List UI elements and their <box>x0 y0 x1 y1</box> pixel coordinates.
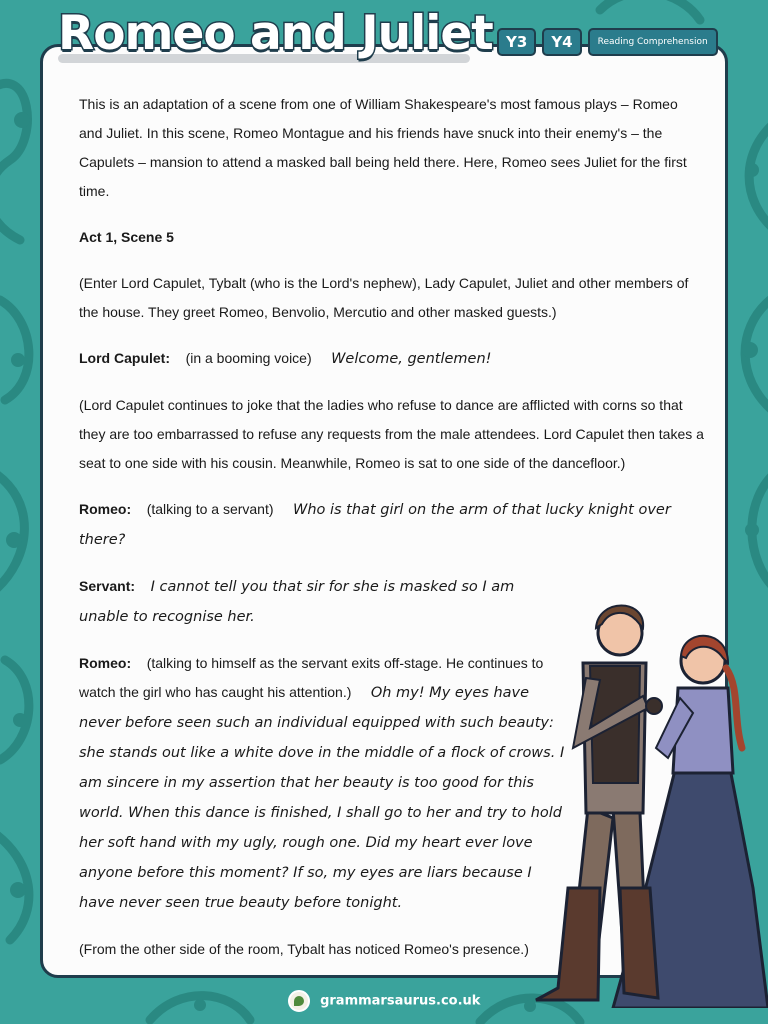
dialogue-line-romeo <box>79 649 566 918</box>
dialogue-line-lord-capulet <box>79 344 704 374</box>
actor-direction: (in a booming voice) <box>185 350 312 366</box>
actor-direction: (talking to himself as the servant exits off-stage. He continues to watch the girl who has caught his attention.) <box>79 655 544 700</box>
badge-row <box>497 28 718 56</box>
year-4-badge: Y4 <box>542 28 581 56</box>
speaker-name: Servant: <box>79 578 136 594</box>
year-3-badge: Y3 <box>497 28 536 56</box>
scene-heading: Act 1, Scene 5 <box>79 229 174 245</box>
speaker-name: Romeo: <box>79 655 132 671</box>
intro-paragraph: This is an adaptation of a scene from one of William Shakespeare's most famous plays – Romeo and Juliet. In this scene, Romeo Montague and his friends have snuck into their enemy's – the Capulets – mansion to attend a masked ball being held there. Here, Romeo sees Juliet for the first time. <box>79 96 687 199</box>
spoken-line: I cannot tell you that sir for she is masked so I am unable to recognise her. <box>79 579 515 625</box>
footer-site-link[interactable]: grammarsaurus.co.uk <box>320 993 481 1009</box>
grammarsaurus-logo-icon <box>288 990 310 1012</box>
speaker-name: Romeo: <box>79 501 132 517</box>
reading-comprehension-badge: Reading Comprehension <box>588 28 718 56</box>
dialogue-line-servant <box>79 572 566 632</box>
spoken-line: Welcome, gentlemen! <box>331 351 492 367</box>
speaker-name: Lord Capulet: <box>79 350 170 366</box>
stage-direction: (Enter Lord Capulet, Tybalt (who is the Lord's nephew), Lady Capulet, Juliet and other members of the house. They greet Romeo, Benvolio, Mercutio and other masked guests.) <box>79 275 689 320</box>
dialogue-line-romeo <box>79 495 704 555</box>
stage-direction: (From the other side of the room, Tybalt has noticed Romeo's presence.) <box>79 941 529 957</box>
page-title: Romeo and Juliet <box>58 6 493 61</box>
spoken-line: Who is that girl on the arm of that lucky knight over there? <box>79 502 671 548</box>
actor-direction: (talking to a servant) <box>146 501 274 517</box>
romeo-juliet-illustration <box>528 588 768 1008</box>
stage-direction: (Lord Capulet continues to joke that the ladies who refuse to dance are afflicted with corns so that they are too embarrassed to refuse any requests from the male attendees. Lord Capulet then takes a seat to one side with his cousin. Meanwhile, Romeo is sat to one side of the dancefloor.) <box>79 397 704 471</box>
spoken-line: Oh my! My eyes have never before seen such an individual equipped with such beauty: she stands out like a white dove in the middle of a flock of crows. I am sincere in my assertion that her beauty is too good for this world. When this dance is finished, I shall go to her and try to hold her soft hand with my ugly, rough one. Did my heart ever love anyone before this moment? If so, my eyes are liars because I have never seen true beauty before tonight. <box>79 685 565 911</box>
